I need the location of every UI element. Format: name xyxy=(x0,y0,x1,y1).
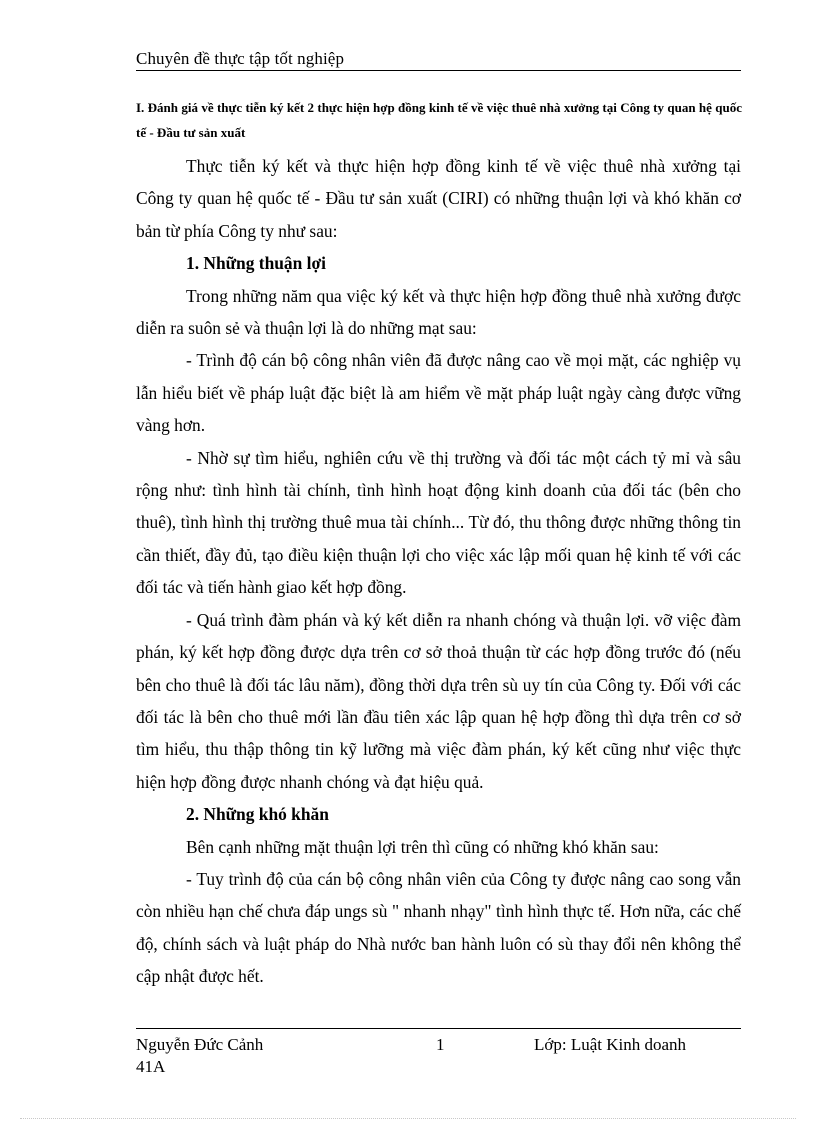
advantage-item-3: - Quá trình đàm phán và ký kết diễn ra nhanh chóng và thuận lợi. vỡ việc đàm phán, ký kết hợp đồng được dựa trên cơ sở thoả thuận từ các hợp đồng trước đó (nếu bên cho thuê là đối tác lâu năm), đồng thời dựa trên sù uy tín của Công ty. Đối với các đối tác là bên cho thuê mới lần đầu tiên xác lập quan hệ hợp đồng thì dựa trên cơ sở tìm hiểu, thu thập thông tin kỹ lưỡng mà việc đàm phán, ký kết cũng như việc thực hiện hợp đồng được nhanh chóng và đạt hiệu quả. xyxy=(136,609,741,792)
section-heading: I. Đánh giá về thực tiễn ký kết 2 thực hiện hợp đồng kinh tế về việc thuê nhà xưởng tại Công ty quan hệ quốc tế - Đầu tư sản xuất xyxy=(136,100,742,140)
advantages-intro-paragraph: Trong những năm qua việc ký kết và thực hiện hợp đồng thuê nhà xưởng được diễn ra suôn sẻ và thuận lợi là do những mạt sau: xyxy=(136,285,741,339)
header-divider xyxy=(136,70,741,71)
footer-class-year: 41A xyxy=(136,1057,166,1076)
header-title: Chuyên đề thực tập tốt nghiệp xyxy=(136,49,345,68)
difficulties-heading: 2. Những khó khăn xyxy=(186,804,329,825)
difficulty-item-1: - Tuy trình độ của cán bộ công nhân viên của Công ty được nâng cao song vẫn còn nhiều hạn chế chưa đáp ungs sù " nhanh nhạy" tình hình thực tế. Hơn nữa, các chế độ, chính sách và luật pháp do Nhà nước ban hành luôn có sù thay đổi nên không thể cập nhật được hết. xyxy=(136,868,741,987)
page-number: 1 xyxy=(436,1035,445,1054)
advantages-heading: 1. Những thuận lợi xyxy=(186,253,326,274)
difficulties-intro-paragraph: Bên cạnh những mặt thuận lợi trên thì cũng có những khó khăn sau: xyxy=(186,836,659,857)
advantage-item-2: - Nhờ sự tìm hiểu, nghiên cứu về thị trường và đối tác một cách tỷ mỉ và sâu rộng như: tình hình tài chính, tình hình hoạt động kinh doanh của đối tác (bên cho thuê), tình hình thị trường thuê mua tài chính... Từ đó, thu thông được những thông tin cần thiết, đầy đủ, tạo điều kiện thuận lợi cho việc xác lập mối quan hệ kinh tế với các đối tác và tiến hành giao kết hợp đồng. xyxy=(136,447,741,598)
advantage-item-1: - Trình độ cán bộ công nhân viên đã được nâng cao về mọi mặt, các nghiệp vụ lẫn hiểu biết về pháp luật đặc biệt là am hiểm về mặt pháp luật ngày càng được vững vàng hơn. xyxy=(136,350,741,436)
document-body xyxy=(136,150,741,993)
page-bottom-dotted-line xyxy=(20,1118,796,1119)
intro-paragraph: Thực tiễn ký kết và thực hiện hợp đồng kinh tế về việc thuê nhà xưởng tại Công ty quan hệ quốc tế - Đầu tư sản xuất (CIRI) có những thuận lợi và khó khăn cơ bản từ phía Công ty như sau: xyxy=(136,156,741,241)
footer-class: Lớp: Luật Kinh doanh xyxy=(534,1035,687,1054)
footer-author: Nguyễn Đức Cảnh xyxy=(136,1035,264,1054)
footer-divider xyxy=(136,1028,741,1029)
